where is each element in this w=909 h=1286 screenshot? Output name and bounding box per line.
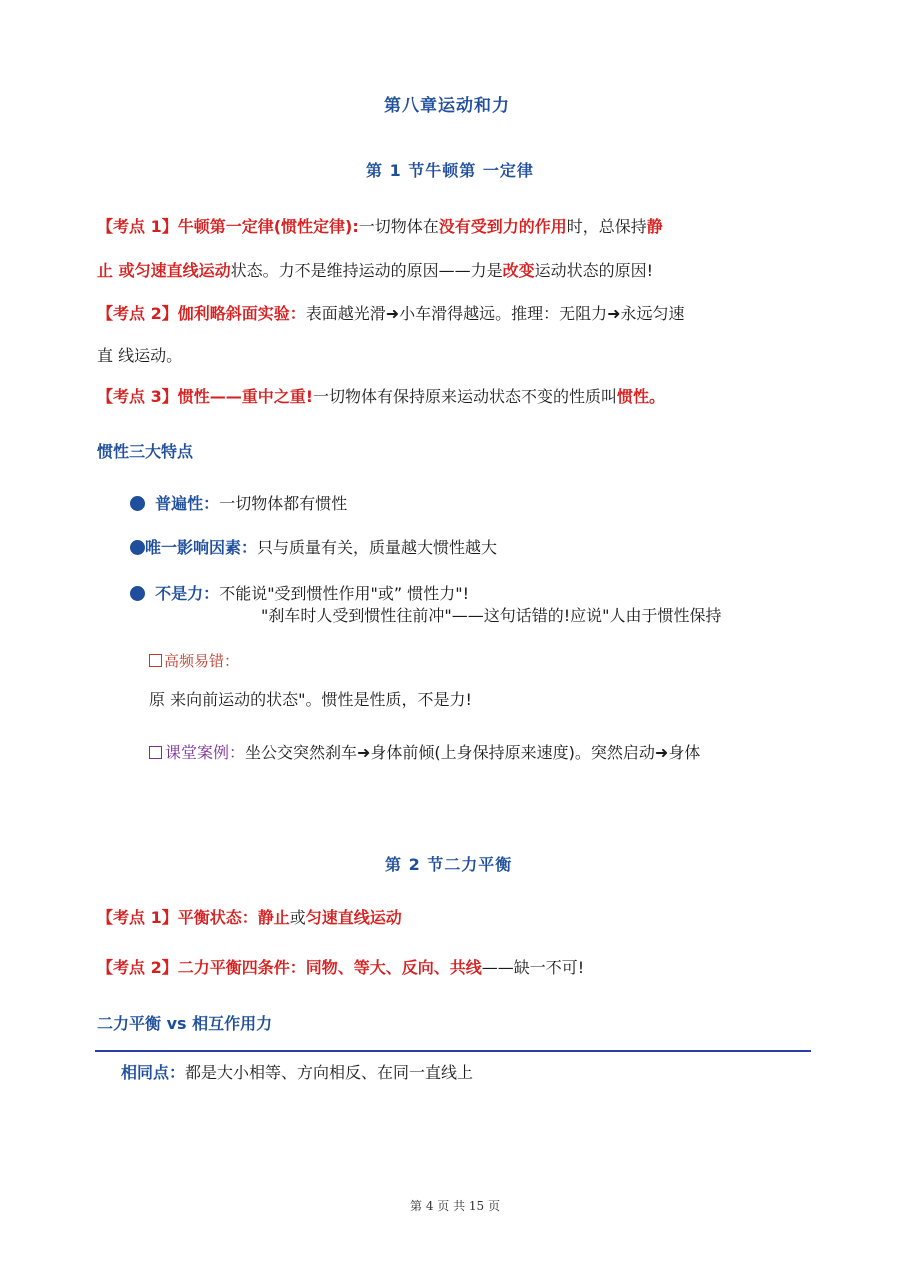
feature-label: 不是力： (155, 584, 220, 603)
point-tag: 【考点 2】 (97, 304, 178, 323)
compare-title: 二力平衡 vs 相互作用力 (97, 1014, 273, 1033)
feature-2 (130, 538, 497, 558)
text: 状态。力不是维持运动的原因——力是 (230, 261, 503, 280)
section-1-title: 第 1 节牛顿第 一定律 (366, 161, 534, 180)
feature-label: 普遍性： (155, 494, 220, 513)
point-term: 二力平衡四条件： (177, 958, 306, 977)
highlight: 同物、等大、反向、共线 (305, 958, 482, 977)
highlight: 惯性。 (617, 387, 666, 406)
same-points (121, 1063, 473, 1083)
checkbox-icon (149, 654, 162, 667)
text: 时，总保持 (566, 217, 647, 236)
point-term: 平衡状态： (177, 908, 258, 927)
highlight: 改变 (502, 261, 535, 280)
s2-point-1 (97, 908, 402, 928)
highlight: 静 (646, 217, 663, 236)
divider (95, 1050, 811, 1052)
error-label: 高频易错： (164, 652, 240, 670)
feature-text: 只与质量有关，质量越大惯性越大 (257, 538, 498, 557)
chapter-title: 第八章运动和力 (384, 96, 510, 116)
point-2-line-1 (97, 304, 685, 324)
text: 或 (289, 908, 306, 927)
feature-3-continued: "刹车时人受到惯性往前冲"——这句话错的!应说"人由于惯性保持 (261, 606, 722, 625)
highlight: 静止 (257, 908, 290, 927)
section-2-title: 第 2 节二力平衡 (385, 855, 513, 874)
point-1-line-2 (97, 261, 653, 281)
highlight: 匀速直线运动 (305, 908, 402, 927)
s2-point-2 (97, 958, 584, 978)
point-term: 牛顿第一定律(惯性定律): (177, 217, 359, 236)
point-tag: 【考点 1】 (97, 908, 178, 927)
point-1-line-1 (97, 217, 663, 237)
point-tag: 【考点 3】 (97, 387, 178, 406)
point-term: 惯性——重中之重! (177, 387, 314, 406)
text: 运动状态的原因! (534, 261, 654, 280)
case-text: 坐公交突然刹车➜身体前倾(上身保持原来速度)。突然启动➜身体 (245, 743, 701, 762)
bullet-icon (130, 540, 145, 555)
feature-text: 一切物体都有惯性 (219, 494, 348, 513)
error-text: 原 来向前运动的状态"。惯性是性质，不是力! (149, 690, 472, 709)
point-tag: 【考点 2】 (97, 958, 178, 977)
case-label: 课堂案例： (165, 743, 246, 762)
same-label: 相同点： (121, 1063, 186, 1082)
point-tag: 【考点 1】 (97, 217, 178, 236)
text: 表面越光滑➜小车滑得越远。推理：无阻力➜永远匀速 (305, 304, 685, 323)
same-text: 都是大小相等、方向相反、在同一直线上 (185, 1063, 474, 1082)
square-icon (149, 746, 162, 759)
bullet-icon (130, 586, 145, 601)
class-case (149, 743, 700, 763)
text: 一切物体有保持原来运动状态不变的性质叫 (313, 387, 618, 406)
feature-text: 不能说"受到惯性作用"或” 惯性力"! (219, 584, 470, 603)
feature-1 (130, 494, 347, 514)
text: 一切物体在 (358, 217, 439, 236)
features-title: 惯性三大特点 (97, 442, 194, 461)
highlight: 止 或匀速直线运动 (97, 261, 231, 280)
point-2-line-2: 直 线运动。 (97, 346, 183, 365)
point-term: 伽利略斜面实验： (177, 304, 306, 323)
highlight: 没有受到力的作用 (438, 217, 567, 236)
page-footer: 第 4 页 共 15 页 (410, 1199, 500, 1213)
point-3-line (97, 387, 665, 407)
text: ——缺一不可! (481, 958, 585, 977)
feature-3 (130, 584, 469, 604)
bullet-icon (130, 496, 145, 511)
feature-label: 唯一影响因素： (145, 538, 258, 557)
high-frequency-error (149, 651, 239, 671)
